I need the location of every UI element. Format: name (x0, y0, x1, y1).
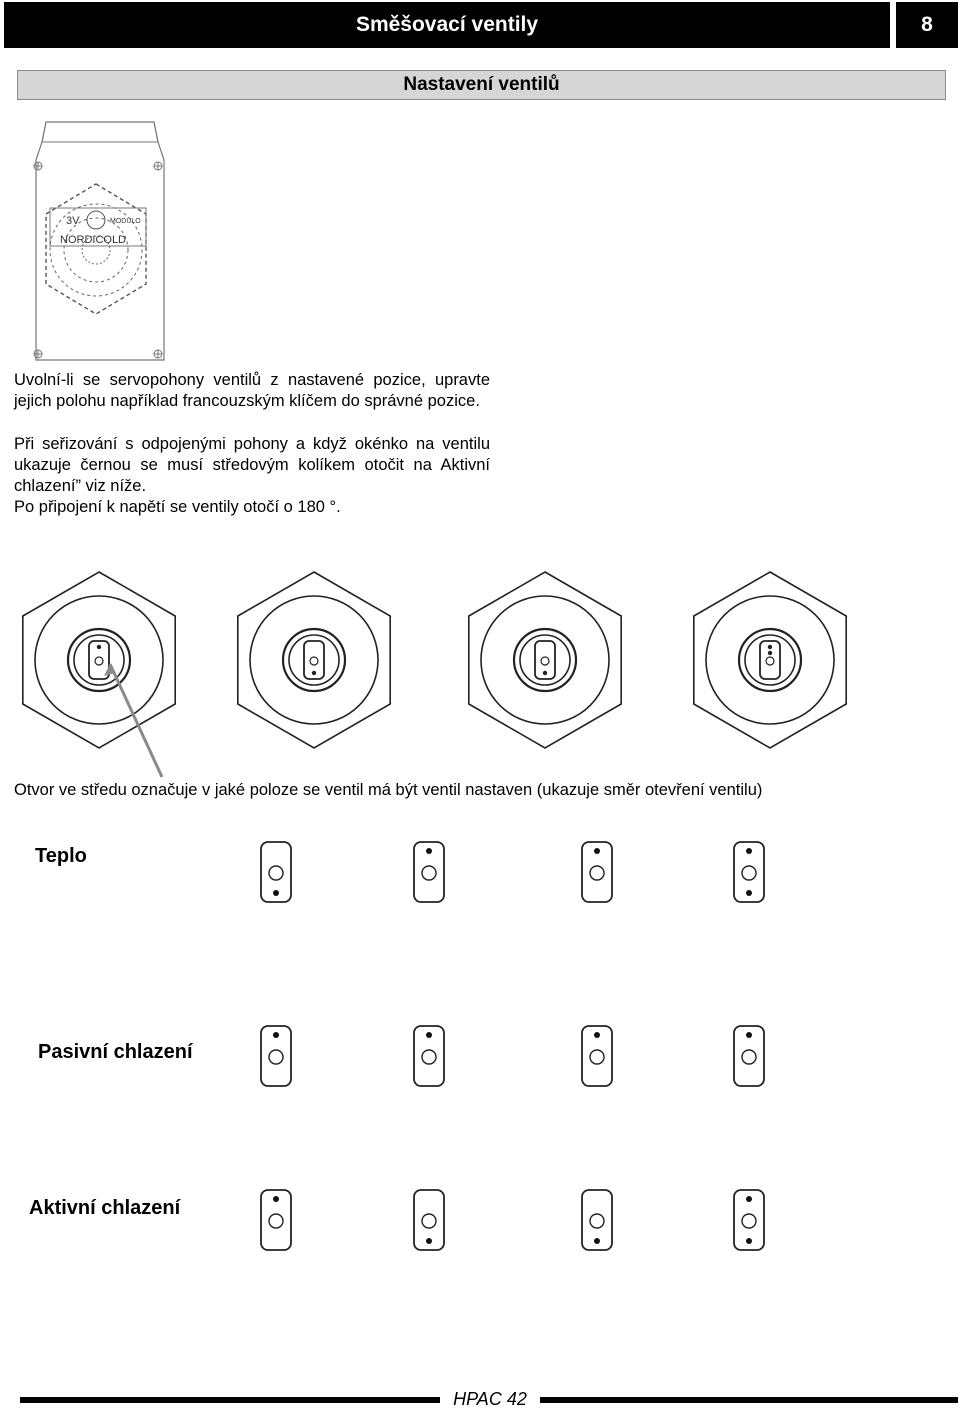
label-heat: Teplo (35, 845, 87, 867)
position-slot-3-1 (261, 1190, 291, 1250)
caption-center-hole: Otvor ve středu označuje v jaké poloze se ventil má být ventil nastaven (ukazuje směr otevření ventilu) (14, 781, 763, 799)
valve-hex-1 (23, 572, 175, 748)
position-slot-3-2 (414, 1190, 444, 1250)
screw-icons (34, 162, 162, 358)
section-title: Nastavení ventilů (403, 74, 560, 95)
position-slot-2-1 (261, 1026, 291, 1086)
valve-hex-2 (238, 572, 390, 748)
section-title-bar (17, 70, 946, 100)
valve-positions-illustration (14, 560, 854, 782)
position-slot-1-3 (582, 842, 612, 902)
paragraph-adjustment: Při seřizování s odpojenými pohony a když okénko na ventilu ukazuje černou se musí středovým kolíkem otočit na Aktivní chlazení” viz níže. (14, 435, 490, 495)
paragraph-loose-actuators: Uvolní-li se servopohony ventilů z nastavené pozice, upravte jejich polohu například francouzským klíčem do správné pozice. (14, 371, 490, 410)
position-slot-1-1 (261, 842, 291, 902)
position-slot-2-4 (734, 1026, 764, 1086)
position-slot-3-4 (734, 1190, 764, 1250)
valve-module-illustration (18, 120, 174, 368)
page-header-title: Směšovací ventily (355, 13, 539, 36)
module-label-modulo: MODULO (110, 218, 141, 225)
position-slot-2-3 (582, 1026, 612, 1086)
valve-position-chart (14, 820, 794, 1270)
valve-hex-3 (469, 572, 621, 748)
position-slot-1-2 (414, 842, 444, 902)
module-brand: NORDICOLD (60, 234, 127, 246)
footer-model: HPAC 42 (453, 1389, 527, 1409)
label-passive-cooling: Pasivní chlazení (38, 1041, 193, 1063)
position-slot-1-4 (734, 842, 764, 902)
valve-hex-4 (694, 572, 846, 748)
page-number: 8 (921, 13, 933, 36)
footer-rule-left (20, 1397, 440, 1403)
position-slot-2-2 (414, 1026, 444, 1086)
label-active-cooling: Aktivní chlazení (29, 1197, 181, 1219)
module-label-3v: 3V (66, 215, 80, 227)
footer-rule-right (540, 1397, 958, 1403)
header-title-bar (4, 2, 890, 48)
page-number-box (896, 2, 958, 48)
paragraph-rotation: Po připojení k napětí se ventily otočí o 180 °. (14, 498, 341, 516)
position-slot-3-3 (582, 1190, 612, 1250)
